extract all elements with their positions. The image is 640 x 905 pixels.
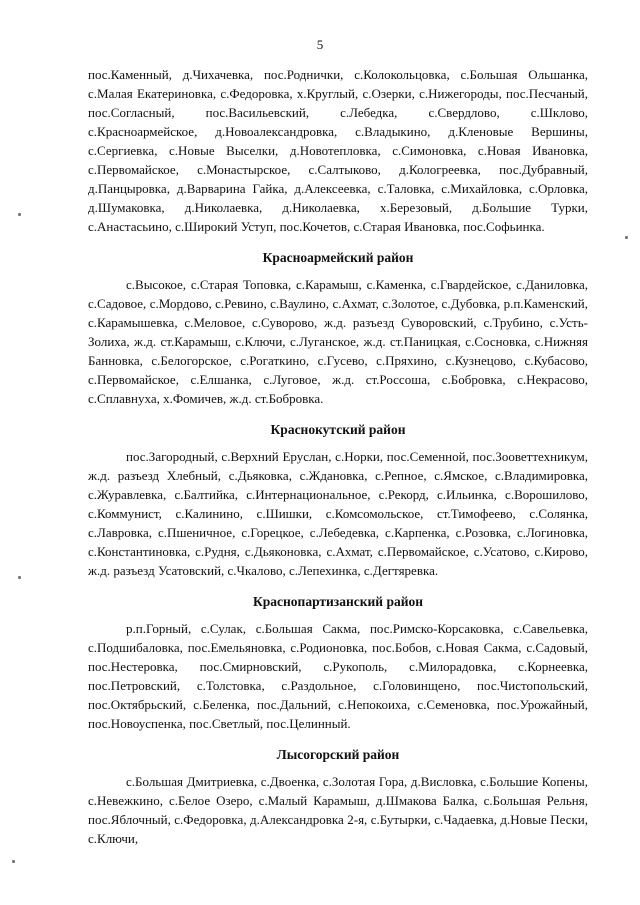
scan-speck: [12, 860, 15, 863]
document-body: [88, 65, 588, 848]
section-title-lysogorsky: Лысогорский район: [276, 747, 400, 762]
section-text-krasnopartizansky: р.п.Горный, с.Сулак, с.Большая Сакма, пос.Римско-Корсаковка, с.Савельевка, с.Подшибаловка, пос.Емельяновка, с.Родионовка, пос.Бобов, с.Новая Сакма, с.Садовый, пос.Нестеровка, пос.Смирновский, с.Рукополь, с.Милорадовка, с.Корнеевка, пос.Петровский, с.Толстовка, с.Раздольное, с.Головинщено, пос.Чистопольский, пос.Октябрьский, с.Беленка, пос.Дальний, с.Непокоиха, с.Семеновка, пос.Урожайный, пос.Новоуспенка, пос.Светлый, пос.Целинный.: [88, 621, 588, 731]
section-title-krasnopartizansky: Краснопартизанский район: [252, 594, 424, 609]
scan-speck: [18, 213, 21, 216]
intro-paragraph: пос.Каменный, д.Чихачевка, пос.Роднички, с.Колокольцовка, с.Большая Ольшанка, с.Малая Екатериновка, с.Федоровка, х.Круглый, с.Озерки, с.Нижегороды, пос.Песчаный, пос.Согласный, пос.Васильевский, с.Лебедка, с.Свердлово, с.Шклово, с.Красноармейское, д.Новоалександровка, с.Владыкино, д.Кленовые Вершины, с.Сергиевка, с.Новые Выселки, д.Новотепловка, с.Симоновка, с.Новая Ивановка, с.Первомайское, с.Монастырское, с.Салтыково, д.Кологреевка, пос.Дубравный, д.Панцыровка, д.Варварина Гайка, д.Алексеевка, с.Таловка, с.Михайловка, с.Орловка, д.Шумаковка, д.Николаевка, д.Николаевка, х.Березовый, д.Большие Турки, с.Анастасьино, с.Широкий Уступ, пос.Кочетов, с.Старая Ивановка, пос.Софьинка.: [88, 67, 588, 234]
section-text-lysogorsky: с.Большая Дмитриевка, с.Двоенка, с.Золотая Гора, д.Висловка, с.Большие Копены, с.Невежкино, с.Белое Озеро, с.Малый Карамыш, д.Шмакова Балка, с.Большая Рельня, пос.Яблочный, с.Федоровка, д.Александровка 2-я, с.Бутырки, с.Чадаевка, д.Новые Пески, с.Ключи,: [88, 774, 588, 846]
page-number: 5: [316, 37, 324, 52]
section-title-krasnokutsky: Краснокутский район: [270, 422, 406, 437]
scan-speck: [625, 236, 628, 239]
section-title-krasnoarmeysky: Красноармейский район: [262, 250, 414, 265]
scan-speck: [18, 576, 21, 579]
section-text-krasnoarmeysky: с.Высокое, с.Старая Топовка, с.Карамыш, с.Каменка, с.Гвардейское, с.Даниловка, с.Садовое, с.Мордово, с.Ревино, с.Ваулино, с.Ахмат, с.Золотое, с.Дубовка, р.п.Каменский, с.Карамышевка, с.Меловое, с.Суворово, ж.д. разъезд Суворовский, с.Трубино, с.Усть-Золиха, ж.д. ст.Карамыш, с.Ключи, с.Луганское, ж.д. ст.Паницкая, с.Сосновка, с.Нижняя Банновка, с.Белогорское, с.Рогаткино, с.Гусево, с.Пряхино, с.Кузнецово, с.Кубасово, с.Первомайское, с.Елшанка, с.Луговое, ж.д. ст.Россоша, с.Бобровка, с.Некрасово, с.Сплавнуха, х.Фомичев, ж.д. ст.Бобровка.: [88, 277, 588, 406]
section-text-krasnokutsky: пос.Загородный, с.Верхний Еруслан, с.Норки, пос.Семенной, пос.Зооветтехникум, ж.д. разъезд Хлебный, с.Дьяковка, с.Ждановка, с.Репное, с.Ямское, с.Владимировка, с.Журавлевка, с.Балтийка, с.Интернациональное, с.Рекорд, с.Ильинка, с.Ворошилово, с.Коммунист, с.Калинино, с.Шишки, с.Комсомольское, ст.Тимофеево, с.Солянка, с.Лавровка, с.Пшеничное, с.Горецкое, с.Лебедевка, с.Карпенка, с.Розовка, с.Логиновка, с.Константиновка, с.Рудня, с.Дьяконовка, с.Ахмат, с.Первомайское, с.Усатово, с.Кирово, ж.д. разъезд Усатовский, с.Чкалово, с.Лепехинка, с.Дегтяревка.: [88, 449, 588, 578]
